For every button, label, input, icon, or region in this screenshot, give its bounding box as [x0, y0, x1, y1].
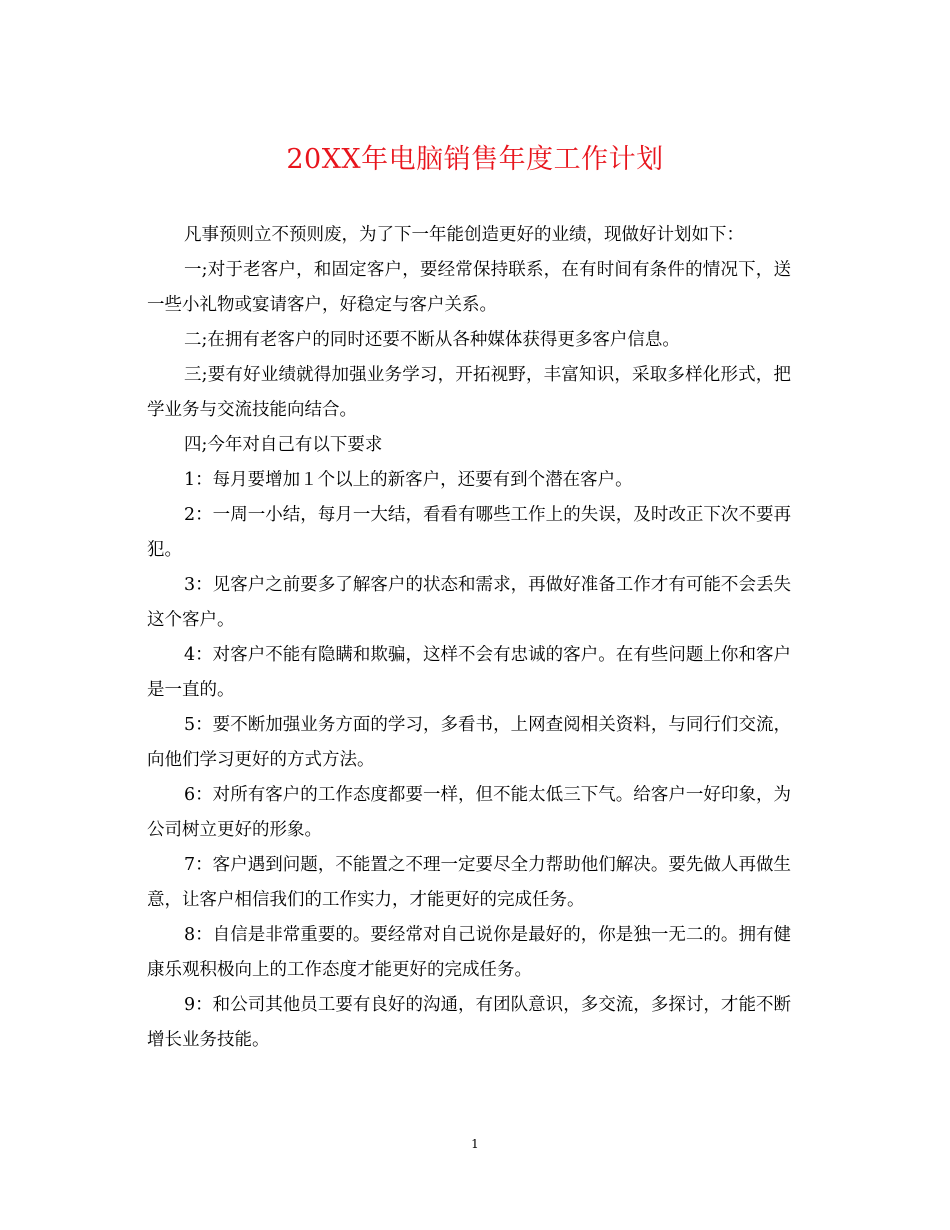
paragraph-item-3: 三;要有好业绩就得加强业务学习，开拓视野，丰富知识，采取多样化形式，把学业务与交流技能向结合。	[147, 365, 791, 420]
requirement-6: 6：对所有客户的工作态度都要一样，但不能太低三下气。给客户一好印象，为公司树立更好的形象。	[147, 785, 791, 840]
requirement-5: 5：要不断加强业务方面的学习，多看书，上网查阅相关资料，与同行们交流，向他们学习更好的方式方法。	[147, 715, 791, 770]
requirement-9: 9：和公司其他员工要有良好的沟通，有团队意识，多交流，多探讨，才能不断增长业务技能。	[147, 995, 791, 1050]
requirement-8: 8：自信是非常重要的。要经常对自己说你是最好的，你是独一无二的。拥有健康乐观积极向上的工作态度才能更好的完成任务。	[147, 925, 791, 980]
requirement-4: 4：对客户不能有隐瞒和欺骗，这样不会有忠诚的客户。在有些问题上你和客户是一直的。	[147, 645, 791, 700]
requirement-2: 2：一周一小结，每月一大结，看看有哪些工作上的失误，及时改正下次不要再犯。	[147, 505, 791, 560]
requirement-3: 3：见客户之前要多了解客户的状态和需求，再做好准备工作才有可能不会丢失这个客户。	[147, 575, 791, 630]
page-number: 1	[471, 1137, 479, 1151]
document-title: 20XX年电脑销售年度工作计划	[286, 144, 664, 175]
paragraph-item-4: 四;今年对自己有以下要求	[184, 435, 383, 455]
requirement-1: 1：每月要增加１个以上的新客户，还要有到个潜在客户。	[184, 470, 633, 490]
paragraph-item-1: 一;对于老客户，和固定客户，要经常保持联系，在有时间有条件的情况下，送一些小礼物或宴请客户，好稳定与客户关系。	[147, 260, 791, 315]
paragraph-item-2: 二;在拥有老客户的同时还要不断从各种媒体获得更多客户信息。	[184, 330, 680, 350]
requirement-7: 7：客户遇到问题，不能置之不理一定要尽全力帮助他们解决。要先做人再做生意，让客户相信我们的工作实力，才能更好的完成任务。	[147, 855, 791, 910]
document-body	[147, 218, 791, 1058]
paragraph-intro: 凡事预则立不预则废，为了下一年能创造更好的业绩，现做好计划如下：	[184, 225, 744, 245]
